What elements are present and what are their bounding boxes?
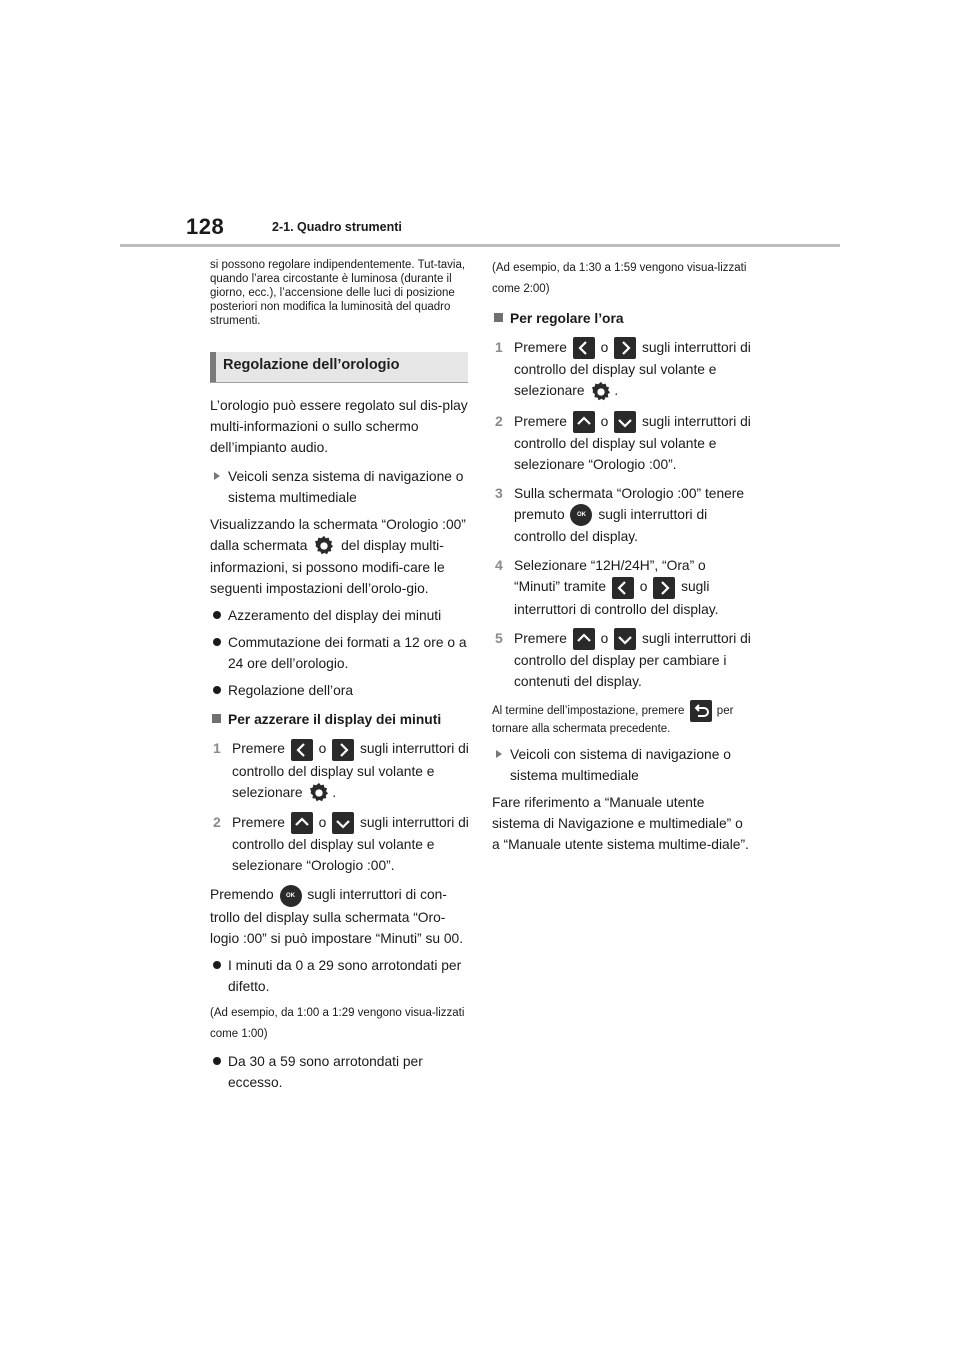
ok-button-icon: OK xyxy=(280,885,302,907)
up-arrow-icon xyxy=(291,812,313,834)
up-arrow-icon xyxy=(573,411,595,433)
right-arrow-icon xyxy=(653,577,675,599)
step-3-right: 3 Sulla schermata “Orologio :00” tenere premuto OK sugli interruttori di controllo del display. xyxy=(495,485,745,545)
example-round-down: (Ad esempio, da 1:00 a 1:29 vengono visua-lizzati come 1:00) xyxy=(210,1006,465,1040)
step-2-right: 2 Premere o sugli interruttori di controllo del display sul volante e selezionare “Orologio :00”. xyxy=(495,412,751,473)
page-number: 128 xyxy=(186,214,225,239)
page-header xyxy=(0,0,960,250)
header-rule xyxy=(120,244,840,247)
example-round-up: (Ad esempio, da 1:30 a 1:59 vengono visua-lizzati come 2:00) xyxy=(492,262,747,295)
bullet-hour: Regolazione dell’ora xyxy=(210,680,472,701)
step-1-right: 1 Premere o sugli interruttori di controllo del display sul volante e selezionare . xyxy=(492,337,754,403)
up-arrow-icon xyxy=(573,628,595,650)
left-arrow-icon xyxy=(612,577,634,599)
note-back: Al termine dell’impostazione, premere per tornare alla schermata precedente. xyxy=(492,700,754,736)
step-1-left: 1 Premere o sugli interruttori di controllo del display sul volante e selezionare . xyxy=(210,738,472,804)
bullet-round-down: I minuti da 0 a 29 sono arrotondati per difetto. xyxy=(210,955,472,997)
step-5-right: 5 Premere o sugli interruttori di controllo del display per cambiare i contenuti del display. xyxy=(495,629,751,690)
gear-icon xyxy=(313,535,335,557)
vehicle-condition-nav: Veicoli con sistema di navigazione o sistema multimediale xyxy=(492,744,754,786)
subheading-reset-minutes: Per azzerare il display dei minuti xyxy=(210,709,472,730)
left-column xyxy=(210,258,472,1093)
paragraph-intro: L’orologio può essere regolato sul dis-play multi-informazioni o sullo schermo dell’impianto audio. xyxy=(210,398,468,455)
bullet-format: Commutazione dei formati a 12 ore o a 24 ore dell’orologio. xyxy=(210,632,472,674)
subheading-adjust-hour: Per regolare l’ora xyxy=(492,308,754,329)
ok-button-icon: OK xyxy=(570,504,592,526)
gear-icon xyxy=(590,381,612,403)
intro-text: si possono regolare indipendentemente. Tut-tavia, quando l’area circostante è luminosa (durante il giorno, ecc.), l’accensione delle luci di posizione posteriori non modifica la luminosità del quadro strumenti. xyxy=(210,259,466,327)
right-arrow-icon xyxy=(614,337,636,359)
down-arrow-icon xyxy=(614,411,636,433)
bullet-reset-minutes: Azzeramento del display dei minuti xyxy=(210,605,472,626)
section-title: 2-1. Quadro strumenti xyxy=(272,220,402,234)
paragraph-ok-press: Premendo OK sugli interruttori di con-trollo del display sulla schermata “Oro-logio :00” si può impostare “Minuti” su 00. xyxy=(210,884,472,948)
back-icon xyxy=(690,700,712,722)
down-arrow-icon xyxy=(614,628,636,650)
step-4-right: 4 Selezionare “12H/24H”, “Ora” o “Minuti” tramite o sugli interruttori di controllo del display. xyxy=(495,557,719,617)
left-arrow-icon xyxy=(573,337,595,359)
gear-icon xyxy=(308,782,330,804)
vehicle-condition-no-nav: Veicoli senza sistema di navigazione o sistema multimediale xyxy=(210,466,472,508)
bullet-round-up: Da 30 a 59 sono arrotondati per eccesso. xyxy=(210,1051,472,1093)
heading-text: Regolazione dell’orologio xyxy=(223,357,400,373)
down-arrow-icon xyxy=(332,812,354,834)
step-2-left: 2 Premere o sugli interruttori di controllo del display sul volante e selezionare “Orologio :00”. xyxy=(213,814,469,874)
heading-bar xyxy=(210,352,216,382)
left-arrow-icon xyxy=(291,739,313,761)
right-column xyxy=(492,258,754,855)
paragraph-reference: Fare riferimento a “Manuale utente sistema di Navigazione e multimediale” o a “Manuale utente sistema multime-diale”. xyxy=(492,795,749,853)
paragraph-settings: Visualizzando la schermata “Orologio :00” dalla schermata del display multi-informazioni, si possono modifi-care le seguenti impostazioni dell’orolo-gio. xyxy=(210,517,466,597)
right-arrow-icon xyxy=(332,739,354,761)
section-heading xyxy=(210,352,468,383)
